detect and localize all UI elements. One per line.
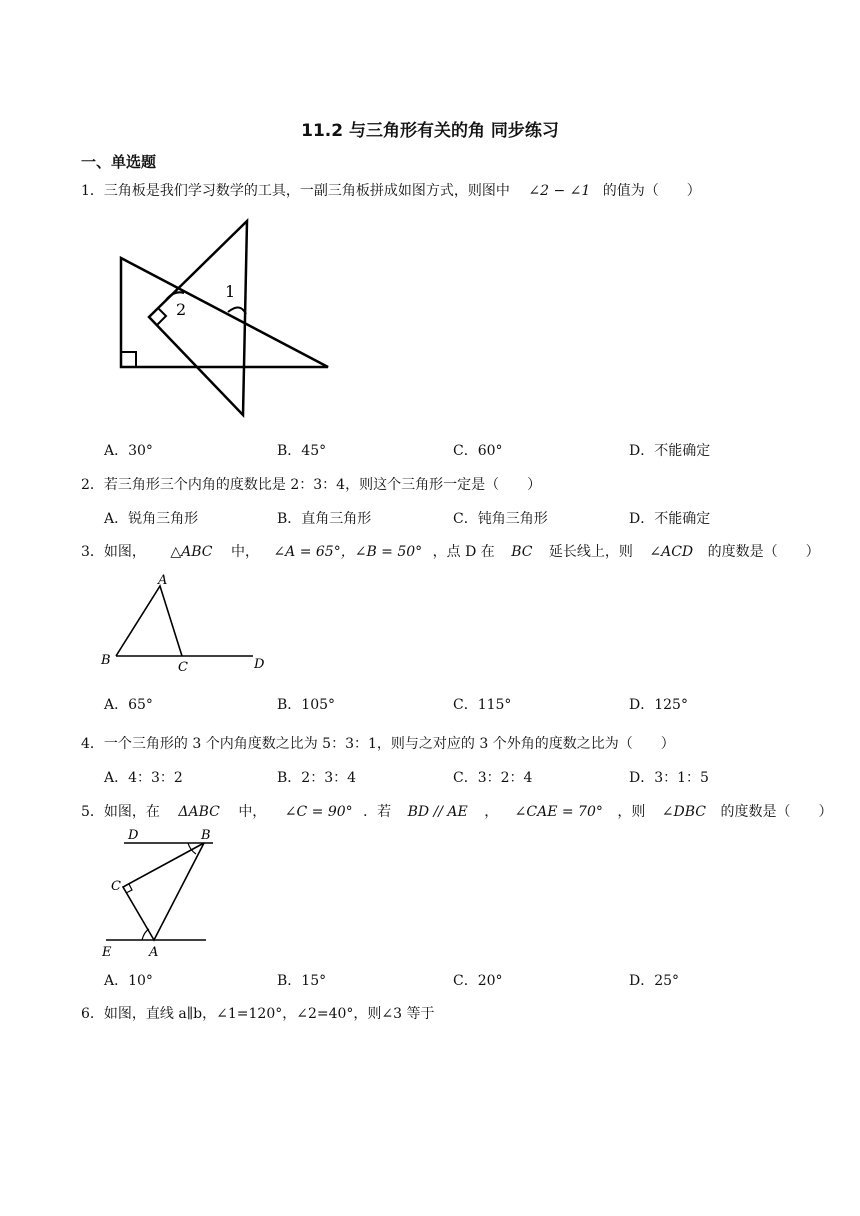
page-title: 11.2 与三角形有关的角 同步练习 xyxy=(301,121,559,141)
q5-option-a[interactable]: A．10° xyxy=(104,973,153,989)
q5-option-c[interactable]: C．20° xyxy=(453,973,503,989)
q3-text-c: ，点 D 在 xyxy=(432,544,495,560)
q4-option-b[interactable]: B．2：3：4 xyxy=(277,770,357,786)
section-heading: 一、单选题 xyxy=(81,153,157,171)
question-6-stem: 6．如图，直线 a∥b，∠1=120°，∠2=40°，则∠3 等于 xyxy=(81,1006,435,1022)
question-5-figure xyxy=(98,822,213,962)
point-c-label: C xyxy=(111,879,121,894)
q2-option-d[interactable]: D．不能确定 xyxy=(629,511,711,527)
point-a-label: A xyxy=(158,573,168,588)
q3-option-c[interactable]: C．115° xyxy=(453,697,512,713)
q4-option-d[interactable]: D．3：1：5 xyxy=(629,770,709,786)
q5-math-a: ΔABC xyxy=(178,804,220,820)
q1-option-b[interactable]: B．45° xyxy=(277,443,327,459)
point-e-label: E xyxy=(102,945,112,960)
q5-math-d: ∠CAE = 70° xyxy=(514,804,603,820)
question-1-stem xyxy=(81,180,701,200)
q3-math-b: ∠A = 65°，∠B = 50° xyxy=(273,544,423,560)
q5-text-c: ．若 xyxy=(363,804,392,820)
triangle-abc xyxy=(123,843,204,940)
q5-text-a: 5．如图，在 xyxy=(81,804,160,820)
q1-math: ∠2 − ∠1 xyxy=(528,183,591,199)
point-d-label: D xyxy=(128,828,139,843)
q3-option-d[interactable]: D．125° xyxy=(629,697,688,713)
q1-option-a[interactable]: A．30° xyxy=(104,443,153,459)
q1-option-c[interactable]: C．60° xyxy=(453,443,503,459)
q4-option-c[interactable]: C．3：2：4 xyxy=(453,770,533,786)
q3-option-a[interactable]: A．65° xyxy=(104,697,153,713)
angle-2-label: 2 xyxy=(176,300,187,319)
question-2-stem: 2．若三角形三个内角的度数比是 2：3：4，则这个三角形一定是（ ） xyxy=(81,477,542,493)
angle-1-label: 1 xyxy=(225,282,236,301)
q2-option-c[interactable]: C．钝角三角形 xyxy=(453,511,548,527)
q1-option-d[interactable]: D．不能确定 xyxy=(629,443,711,459)
q3-text-d: 延长线上，则 xyxy=(548,544,633,560)
q3-math-d: ∠ACD xyxy=(649,544,694,560)
q2-option-a[interactable]: A．锐角三角形 xyxy=(104,511,199,527)
q4-option-a[interactable]: A．4：3：2 xyxy=(104,770,183,786)
point-d-label: D xyxy=(254,657,265,672)
question-3-stem xyxy=(81,541,820,561)
point-b-label: B xyxy=(101,653,111,668)
q5-math-c: BD // AE xyxy=(407,804,468,820)
q5-text-b: 中， xyxy=(238,804,267,820)
right-angle-mark-2 xyxy=(157,308,166,325)
q5-option-d[interactable]: D．25° xyxy=(629,973,680,989)
triangle-abc xyxy=(116,586,182,656)
q1-text-b: 的值为（ ） xyxy=(602,183,701,199)
q2-option-b[interactable]: B．直角三角形 xyxy=(277,511,372,527)
angle-1-arc xyxy=(228,307,246,314)
q3-math-c: BC xyxy=(511,544,533,560)
q5-math-e: ∠DBC xyxy=(661,804,706,820)
question-4-stem: 4．一个三角形的 3 个内角度数之比为 5：3：1，则与之对应的 3 个外角的度数之比为（ ） xyxy=(81,736,675,752)
q5-text-d: ， xyxy=(484,804,499,820)
q3-math-a: △ABC xyxy=(170,544,213,560)
right-angle-mark-1 xyxy=(121,352,136,367)
q1-text-a: 1．三角板是我们学习数学的工具，一副三角板拼成如图方式，则图中 xyxy=(81,183,510,199)
point-a-label: A xyxy=(149,945,159,960)
q5-math-b: ∠C = 90° xyxy=(284,804,353,820)
point-b-label: B xyxy=(201,828,211,843)
question-5-stem xyxy=(81,801,832,821)
point-c-label: C xyxy=(178,660,188,675)
q5-text-e: ，则 xyxy=(617,804,646,820)
q3-text-b: 中， xyxy=(230,544,259,560)
question-3-figure xyxy=(98,570,273,675)
q3-text-a: 3．如图， xyxy=(81,544,146,560)
question-1-figure xyxy=(110,210,340,425)
q5-option-b[interactable]: B．15° xyxy=(277,973,327,989)
q5-text-f: 的度数是（ ） xyxy=(720,804,833,820)
q3-option-b[interactable]: B．105° xyxy=(277,697,336,713)
q3-text-e: 的度数是（ ） xyxy=(707,544,820,560)
